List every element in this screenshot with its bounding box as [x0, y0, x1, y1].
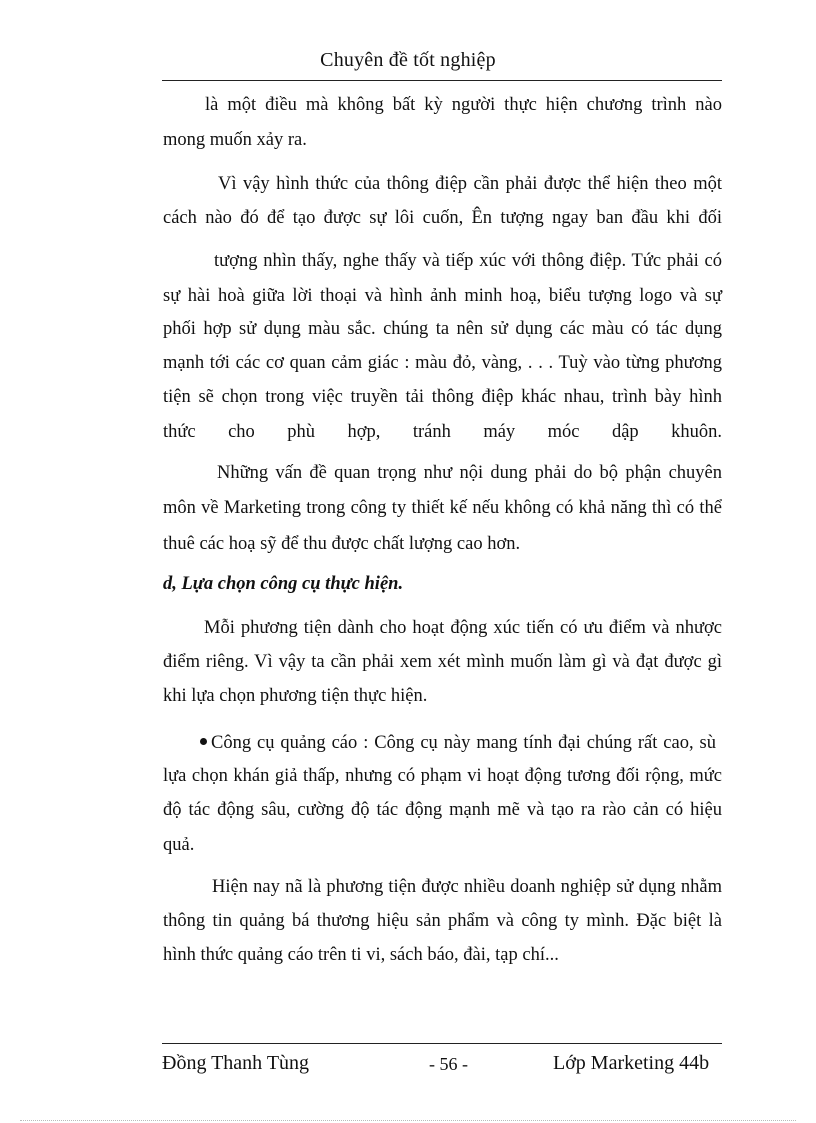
body-line-17: khi lựa chọn phương tiện thực hiện. [163, 686, 428, 706]
bullet-item [200, 732, 722, 754]
bullet-icon [200, 738, 207, 745]
body-line-23: thông tin quảng bá thương hiệu sản phẩm và công ty mình. Đặc biệt là [163, 911, 722, 931]
body-line-21: quả. [163, 835, 195, 855]
body-line-13: thuê các hoạ sỹ để thu được chất lượng cao hơn. [163, 534, 521, 554]
body-line-4: cách nào đó để tạo được sự lôi cuốn, Ên tượng ngay ban đầu khi đối [163, 208, 722, 228]
body-line-22: Hiện nay nã là phương tiện được nhiều doanh nghiệp sử dụng nhằm [212, 877, 722, 897]
body-line-9: tiện sẽ chọn trong việc truyền tải thông điệp khác nhau, trình bày hình [163, 387, 722, 407]
footer-author: Đồng Thanh Tùng [162, 1052, 310, 1074]
footer-page-number: - 56 - [429, 1054, 468, 1074]
body-line-19: lựa chọn khán giả thấp, nhưng có phạm vi hoạt động tương đối rộng, mức [163, 766, 722, 786]
header-divider [162, 80, 722, 81]
body-line-1: là một điều mà không bất kỳ người thực hiện chương trình nào [205, 95, 722, 115]
body-line-2: mong muốn xảy ra. [163, 130, 307, 150]
body-line-10: thức cho phù hợp, tránh máy móc dập khuôn. [163, 422, 722, 442]
body-line-16: điểm riêng. Vì vậy ta cần phải xem xét mình muốn làm gì và đạt được gì [163, 652, 722, 672]
body-line-12: môn về Marketing trong công ty thiết kế nếu không có khả năng thì có thể [163, 498, 722, 518]
page-bottom-edge [20, 1120, 796, 1121]
body-line-6: sự hài hoà giữa lời thoại và hình ảnh minh hoạ, biểu tượng logo và sự [163, 286, 722, 306]
body-line-15: Mỗi phương tiện dành cho hoạt động xúc tiến có ưu điểm và nhược [204, 618, 722, 638]
body-line-20: độ tác động sâu, cường độ tác động mạnh mẽ và tạo ra rào cản có hiệu [163, 800, 722, 820]
body-line-7: phối hợp sử dụng màu sắc. chúng ta nên sử dụng các màu có tác dụng [163, 319, 722, 339]
body-line-5: tượng nhìn thấy, nghe thấy và tiếp xúc với thông điệp. Tức phải có [214, 251, 722, 271]
page-header-title: Chuyên đề tốt nghiệp [320, 49, 496, 71]
body-line-3: Vì vậy hình thức của thông điệp cần phải được thể hiện theo một [218, 174, 722, 194]
body-line-24: hình thức quảng cáo trên ti vi, sách báo, đài, tạp chí... [163, 945, 559, 965]
body-line-11: Những vấn đề quan trọng như nội dung phải do bộ phận chuyên [217, 463, 722, 483]
section-heading: d, Lựa chọn công cụ thực hiện. [163, 574, 404, 594]
bullet-text: Công cụ quảng cáo : Công cụ này mang tính đại chúng rất cao, sù [211, 733, 716, 753]
body-line-8: mạnh tới các cơ quan cảm giác : màu đỏ, vàng, . . . Tuỳ vào từng phương [163, 353, 722, 373]
footer-class: Lớp Marketing 44b [553, 1052, 710, 1074]
footer-divider [162, 1043, 722, 1044]
